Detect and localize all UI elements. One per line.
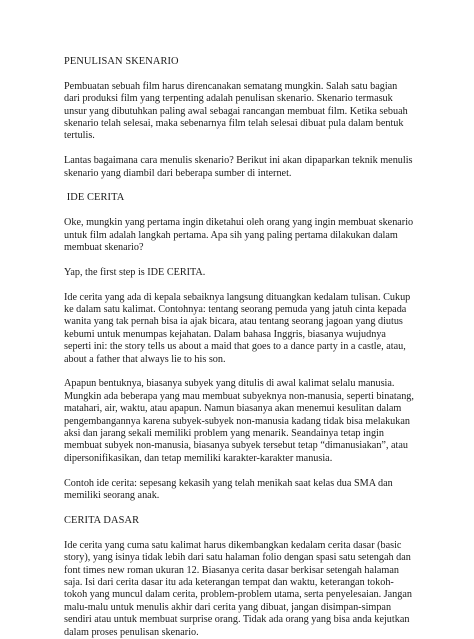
section2-paragraph-1: Ide cerita yang cuma satu kalimat harus dikembangkan kedalam cerita dasar (basic story), yang isinya tidak lebih dari satu halaman folio dengan spasi satu setengah dan font times new roman ukuran 12. Biasanya cerita dasar berkisar setengah halaman saja. Isi dari cerita dasar itu ada keterangan tempat dan waktu, keterangan tokoh-tokoh yang muncul dalam cerita, problem-problem utama, serta penyelesaian. Jangan malu-malu untuk menulis akhir dari cerita yang dibuat, jangan disimpan-simpan sendiri atau untuk membuat surprise orang. Tidak ada orang yang bisa anda kejutkan dalam proses penulisan skenario. [64, 539, 412, 638]
spacer [64, 180, 414, 192]
intro-paragraph-1: Pembuatan sebuah film harus direncanakan sematang mungkin. Salah satu bagian dari produksi film yang terpenting adalah penulisan skenario. Skenario termasuk unsur yang dibutuhkan paling awal sebagai rancangan membuat film. Ketika sebuah skenario telah selesai, maka sebenarnya film telah selesai dibuat pula dalam bentuk tertulis. [64, 80, 408, 142]
section1-paragraph-4: Apapun bentuknya, biasanya subyek yang ditulis di awal kalimat selalu manusia. Mungkin ada beberapa yang mau membuat subyeknya non-manusia, seperti binatang, matahari, air, waktu, atau apapun. Namun biasanya akan menemui kesulitan dalam pengembangannya karena subyek-subyek non-manusia kadang tidak bisa melakukan aksi dan jarang sekali memiliki problem yang menarik. Seandainya tetap ingin membuat subyek non-manusia, biasanya subyek tersebut tetap “dimanusiakan”, atau dipersonifikasikan, dan tetap memiliki karakter-karakter manusia. [64, 378, 414, 464]
intro-paragraph-2: Lantas bagaimana cara menulis skenario? Berikut ini akan dipaparkan teknik menulis skenario yang diambil dari beberapa sumber di internet. [64, 155, 413, 179]
section-heading-cerita-dasar: CERITA DASAR [64, 514, 140, 526]
section1-paragraph-1: Oke, mungkin yang pertama ingin diketahui oleh orang yang ingin membuat skenario untuk film adalah langkah pertama. Apa sih yang paling pertama dilakukan dalam membuat skenario? [64, 217, 414, 254]
section-heading-ide-cerita: IDE CERITA [64, 192, 125, 204]
spacer [64, 503, 414, 515]
spacer [64, 279, 414, 291]
spacer [64, 366, 414, 378]
section1-paragraph-3: Ide cerita yang ada di kepala sebaiknya langsung dituangkan kedalam tulisan. Cukup ke dalam satu kalimat. Contohnya: tentang seorang pemuda yang jatuh cinta kepada wanita yang tak pernah bisa ia ajak bicara, atau tentang seorang jagoan yang diutus kebumi untuk menumpas kejahatan. Dalam bahasa Inggris, biasanya wujudnya seperti ini: the story tells us about a maid that goes to a dance party in a castle, atau, about a father that always lie to his son. [64, 291, 411, 365]
document-title: PENULISAN SKENARIO [64, 56, 179, 67]
spacer [64, 254, 414, 266]
spacer [64, 143, 414, 155]
spacer [64, 68, 414, 80]
spacer [64, 205, 414, 217]
spacer [64, 527, 414, 539]
section1-paragraph-5: Contoh ide cerita: sepesang kekasih yang telah menikah saat kelas dua SMA dan memiliki seorang anak. [64, 477, 393, 502]
spacer [64, 465, 414, 477]
section1-paragraph-2: Yap, the first step is IDE CERITA. [64, 266, 206, 278]
